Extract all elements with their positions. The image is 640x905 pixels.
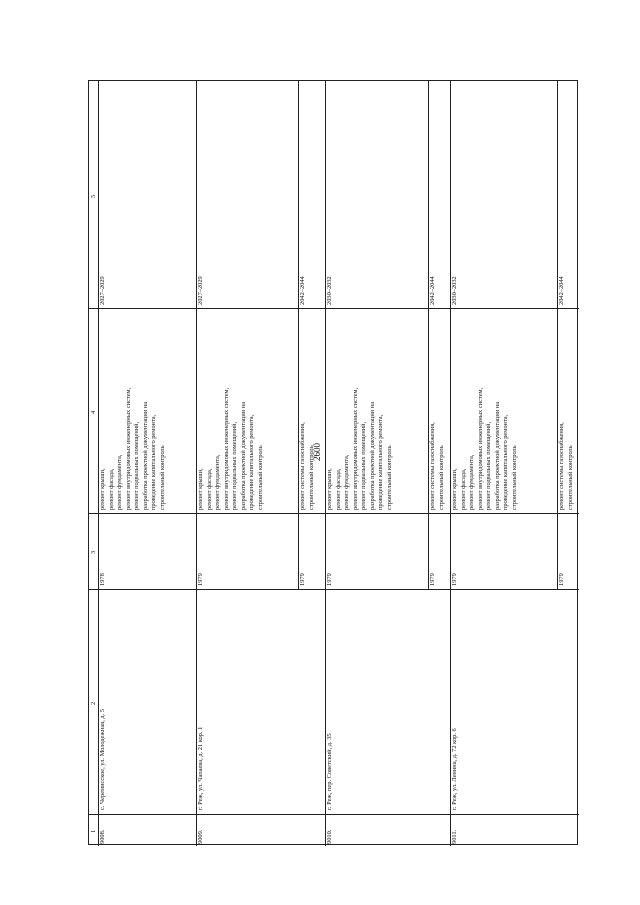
construction-year: 1979: [429, 573, 436, 586]
work-types-line: ремонт фасада,: [205, 468, 213, 510]
work-types-line: строительный контроль: [307, 445, 315, 510]
work-types-line: разработка проектной документации на: [368, 401, 376, 510]
work-types-line: ремонт крыши,: [197, 468, 204, 510]
construction-year: 1978: [99, 573, 106, 586]
work-types-line: разработка проектной документации на: [239, 401, 247, 510]
work-types-line: ремонт внутридомовых инженерных систем,: [124, 387, 132, 510]
work-types-line: строительный контроль: [510, 445, 518, 510]
page-number: 2600: [312, 443, 322, 461]
column-header-5: 5: [90, 194, 97, 198]
work-types-line: ремонт подвальных помещений,: [360, 421, 367, 510]
work-types-line: ремонт внутридомовых инженерных систем,: [351, 387, 359, 510]
work-types-line: ремонт системы газоснабжения,: [429, 422, 436, 510]
work-types-line: ремонт фасада,: [459, 468, 467, 510]
repair-period: 2027–2029: [99, 276, 106, 305]
work-types-line: строительный контроль: [437, 445, 445, 510]
work-types-line: проведение капитального ремонта,: [377, 414, 384, 510]
repair-period: 2030–2032: [451, 276, 458, 305]
column-header-1: 1: [90, 829, 97, 833]
row-address: г. Реж, ул. Чапаева, д. 21 кор. 1: [197, 726, 204, 810]
work-types-line: ремонт системы газоснабжения,: [558, 422, 565, 510]
work-types-line: ремонт крыши,: [326, 468, 333, 510]
work-types: [558, 422, 575, 510]
work-types-line: строительный контроль: [385, 445, 393, 510]
work-types-line: ремонт подвальных помещений,: [231, 421, 238, 510]
work-types-line: строительный контроль: [566, 445, 574, 510]
work-types-line: ремонт внутридомовых инженерных систем,: [222, 387, 230, 510]
repair-period: 2027–2029: [197, 276, 204, 305]
repair-period: 2030–2032: [326, 276, 333, 305]
work-types: [429, 422, 446, 510]
row-number: 9008.: [99, 829, 106, 844]
work-types-line: ремонт системы газоснабжения,: [299, 422, 306, 510]
repair-period: 2042–2044: [429, 276, 436, 305]
construction-year: 1979: [299, 573, 306, 586]
work-types-line: проведение капитального ремонта,: [502, 414, 509, 510]
row-address: г. Реж, ул. Ленина, д. 72 кор. 6: [451, 728, 458, 810]
work-types: [451, 388, 519, 510]
work-types-line: ремонт фундамента,: [343, 454, 350, 510]
work-types-line: ремонт крыши,: [451, 468, 458, 510]
construction-year: 1979: [558, 573, 565, 586]
repair-period: 2042–2044: [558, 276, 565, 305]
work-types-line: ремонт фундамента,: [116, 454, 123, 510]
construction-year: 1979: [451, 573, 458, 586]
row-number: 9009.: [197, 829, 204, 844]
work-types: [299, 422, 316, 510]
work-types-line: строительный контроль: [158, 445, 166, 510]
row-number: 9010.: [326, 829, 333, 844]
work-types-line: ремонт крыши,: [99, 468, 106, 510]
work-types-line: строительный контроль: [256, 445, 264, 510]
repair-period: 2042–2044: [299, 276, 306, 305]
work-types-line: ремонт фундамента,: [214, 454, 221, 510]
column-header-4: 4: [90, 410, 97, 414]
work-types-line: ремонт внутридомовых инженерных систем,: [476, 387, 484, 510]
row-number: 9011.: [451, 829, 458, 844]
work-types-line: разработка проектной документации на: [493, 401, 501, 510]
work-types: [197, 388, 265, 510]
work-types-line: ремонт подвальных помещений,: [133, 421, 140, 510]
work-types: [326, 388, 394, 510]
work-types-line: разработка проектной документации на: [141, 401, 149, 510]
work-types-line: ремонт фасада,: [107, 468, 115, 510]
construction-year: 1979: [326, 573, 333, 586]
column-header-3: 3: [90, 550, 97, 554]
work-types-line: проведение капитального ремонта,: [248, 414, 255, 510]
construction-year: 1979: [197, 573, 204, 586]
row-address: г. Реж, пер. Советский, д. 35: [326, 733, 333, 810]
work-types-line: ремонт подвальных помещений,: [485, 421, 492, 510]
work-types-line: ремонт фасада,: [334, 468, 342, 510]
work-types-line: проведение капитального ремонта,: [150, 414, 157, 510]
repair-schedule-table: [88, 80, 578, 845]
column-header-2: 2: [90, 701, 97, 705]
work-types: [99, 388, 167, 510]
work-types-line: ремонт фундамента,: [468, 454, 475, 510]
row-address: с. Черемисское, ул. Молодежная, д. 5: [99, 709, 106, 810]
